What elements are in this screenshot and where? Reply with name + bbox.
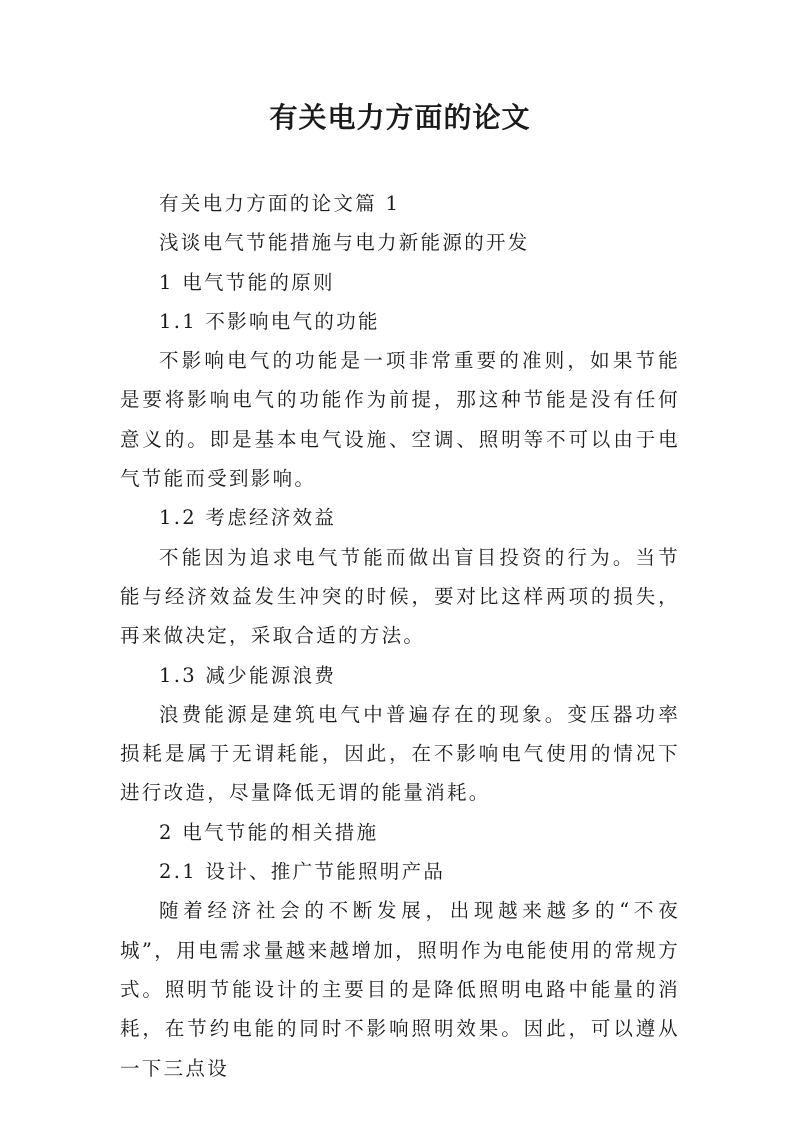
section-heading: 2 电气节能的相关措施: [159, 820, 379, 844]
subsection-heading: 2.1 设计、推广节能照明产品: [159, 860, 446, 884]
document-body: [120, 184, 680, 1088]
body-paragraph: 随着经济社会的不断发展，出现越来越多的“不夜城”，用电需求量越来越增加，照明作为电能使用的常规方式。照明节能设计的主要目的是降低照明电路中能量的消耗，在节约电能的同时不影响照明效果。因此，可以遵从一下三点设: [120, 899, 680, 1080]
subsection-heading: 1.1 不影响电气的功能: [159, 309, 380, 333]
subsection-heading: 1.3 减少能源浪费: [159, 663, 337, 687]
section-heading: 1 电气节能的原则: [159, 270, 335, 294]
article-title: 浅谈电气节能措施与电力新能源的开发: [159, 231, 530, 255]
subsection-heading: 1.2 考虑经济效益: [159, 506, 337, 530]
body-paragraph: 不能因为追求电气节能而做出盲目投资的行为。当节能与经济效益发生冲突的时候，要对比这样两项的损失，再来做决定，采取合适的方法。: [120, 545, 680, 648]
section-heading: 有关电力方面的论文篇 1: [159, 192, 401, 215]
body-paragraph: 不影响电气的功能是一项非常重要的准则，如果节能是要将影响电气的功能作为前提，那这种节能是没有任何意义的。即是基本电气设施、空调、照明等不可以由于电气节能而受到影响。: [120, 349, 680, 491]
document-title: 有关电力方面的论文: [269, 101, 531, 134]
body-paragraph: 浪费能源是建筑电气中普遍存在的现象。变压器功率损耗是属于无谓耗能，因此，在不影响电气使用的情况下进行改造，尽量降低无谓的能量消耗。: [120, 702, 680, 805]
